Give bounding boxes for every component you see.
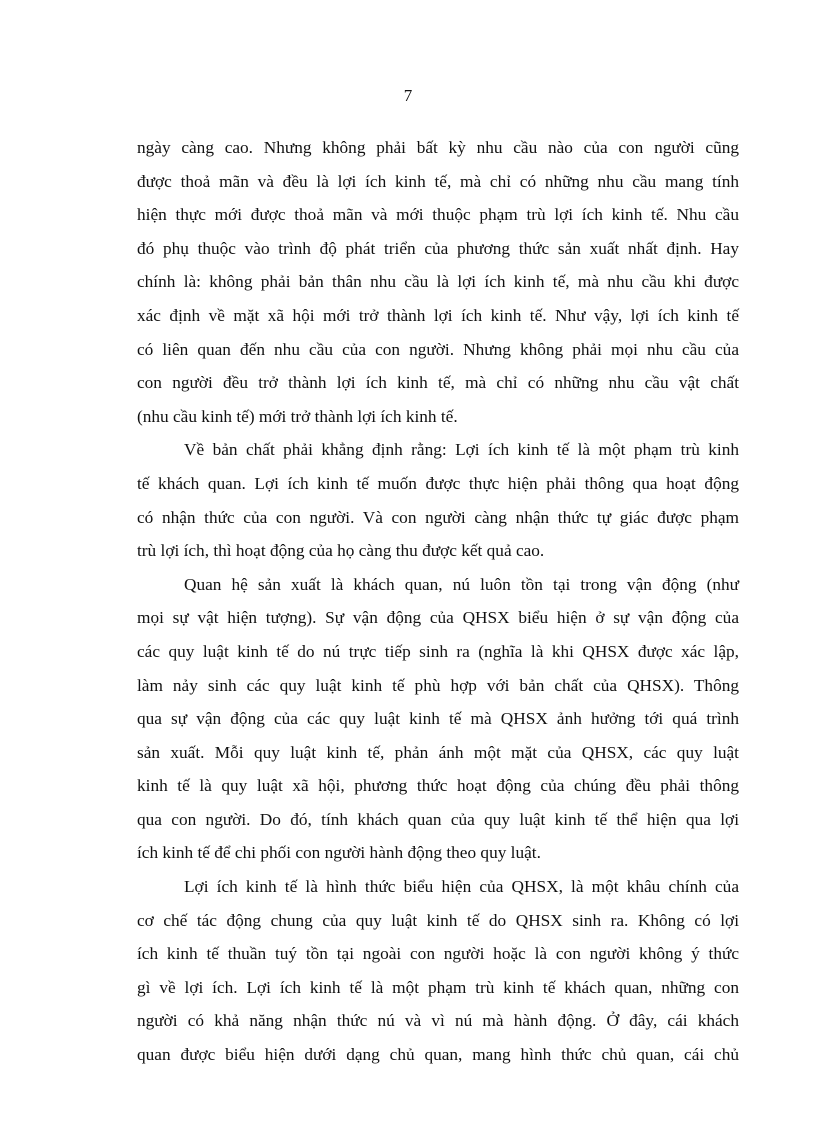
text-line: làm nảy sinh các quy luật kinh tế phù hợp với bản chất của QHSX). Thông xyxy=(137,675,739,695)
text-line: chính là: không phải bản thân nhu cầu là lợi ích kinh tế, mà nhu cầu khi được xyxy=(137,272,739,292)
text-line: Lợi ích kinh tế là hình thức biểu hiện của QHSX, là một khâu chính của xyxy=(184,877,739,897)
text-line: đó phụ thuộc vào trình độ phát triển của phương thức sản xuất nhất định. Hay xyxy=(137,238,739,258)
text-line: hiện thực mới được thoả mãn và mới thuộc phạm trù lợi ích kinh tế. Nhu cầu xyxy=(137,205,739,225)
body-text xyxy=(137,131,739,1072)
text-line: có nhận thức của con người. Và con người càng nhận thức tự giác được phạm xyxy=(137,507,739,527)
text-line: Về bản chất phải khẳng định rằng: Lợi ích kinh tế là một phạm trù kinh xyxy=(184,440,739,460)
text-line: cơ chế tác động chung của quy luật kinh tế do QHSX sinh ra. Không có lợi xyxy=(137,910,739,930)
page-number: 7 xyxy=(403,86,413,105)
text-line: ngày càng cao. Nhưng không phải bất kỳ nhu cầu nào của con người cũng xyxy=(137,138,739,157)
text-line: người có khả năng nhận thức nú và vì nú mà hành động. Ở đây, cái khách xyxy=(137,1011,739,1031)
text-line: Quan hệ sản xuất là khách quan, nú luôn tồn tại trong vận động (như xyxy=(184,574,739,594)
text-line: qua sự vận động của các quy luật kinh tế mà QHSX ảnh hưởng tới quá trình xyxy=(137,709,739,729)
paragraph xyxy=(137,131,739,433)
text-line: được thoả mãn và đều là lợi ích kinh tế, mà chỉ có những nhu cầu mang tính xyxy=(137,171,739,191)
text-line: tế khách quan. Lợi ích kinh tế muốn được thực hiện phải thông qua hoạt động xyxy=(137,473,739,493)
text-line: gì về lợi ích. Lợi ích kinh tế là một phạm trù kinh tế khách quan, những con xyxy=(137,977,739,997)
text-line: ích kinh tế để chi phối con người hành động theo quy luật. xyxy=(137,843,541,863)
text-line: có liên quan đến nhu cầu của con người. Nhưng không phải mọi nhu cầu của xyxy=(137,339,739,359)
text-line: (nhu cầu kinh tế) mới trở thành lợi ích kinh tế. xyxy=(137,406,458,426)
text-line: trù lợi ích, thì hoạt động của họ càng thu được kết quả cao. xyxy=(137,541,545,561)
text-line: kinh tế là quy luật xã hội, phương thức hoạt động của chúng đều phải thông xyxy=(137,776,739,796)
paragraph xyxy=(137,870,739,1072)
paragraph xyxy=(137,568,739,870)
text-line: sản xuất. Mỗi quy luật kinh tế, phản ánh một mặt của QHSX, các quy luật xyxy=(137,742,739,762)
text-line: ích kinh tế thuần tuý tồn tại ngoài con người hoặc là con người không ý thức xyxy=(137,944,739,964)
text-line: qua con người. Do đó, tính khách quan của quy luật kinh tế thể hiện qua lợi xyxy=(137,809,739,829)
text-line: các quy luật kinh tế do nú trực tiếp sinh ra (nghĩa là khi QHSX được xác lập, xyxy=(137,641,739,661)
paragraph xyxy=(137,433,739,567)
text-line: xác định về mặt xã hội mới trở thành lợi ích kinh tế. Như vậy, lợi ích kinh tế xyxy=(137,305,739,325)
text-line: quan được biểu hiện dưới dạng chủ quan, mang hình thức chủ quan, cái chủ xyxy=(137,1045,739,1065)
text-line: mọi sự vật hiện tượng). Sự vận động của QHSX biểu hiện ở sự vận động của xyxy=(137,608,739,628)
text-line: con người đều trở thành lợi ích kinh tế, mà chỉ có những nhu cầu vật chất xyxy=(137,373,739,393)
